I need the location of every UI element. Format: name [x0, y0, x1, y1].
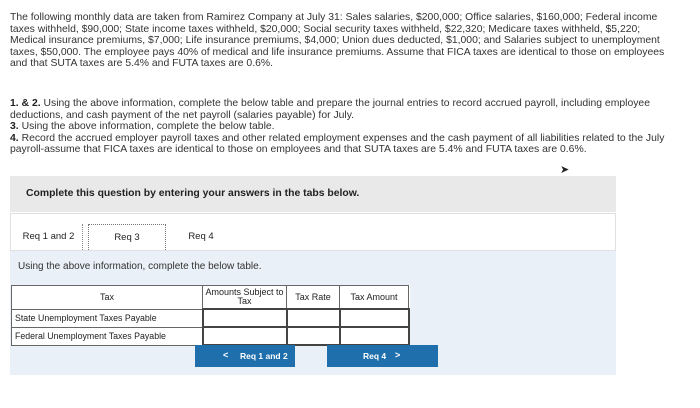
column-header-amount-subject: Amounts Subject to Tax — [203, 286, 287, 310]
task-3: 3. Using the above information, complete the below table. — [10, 121, 275, 133]
next-req-button[interactable] — [327, 345, 438, 367]
task-4: 4. Record the accrued employer payroll taxes and other related employment expenses and the cash payment of all liabilities related to the July payroll-assume that FICA taxes are identical to those on employees and that SUTA taxes are 5.4% and FUTA taxes are 0.6%. — [10, 132, 665, 156]
chevron-right-icon: > — [395, 350, 401, 360]
tab-req-4[interactable]: Req 4 — [171, 224, 231, 250]
suta-amount-subject-input[interactable] — [203, 309, 287, 327]
problem-intro: The following monthly data are taken from Ramirez Company at July 31: Sales salaries, $200,000; Office salaries, $160,000; Federal income taxes withheld, $90,000; State income taxes withheld, $20,000; Social security taxes withheld, $22,320; Medicare taxes withheld, $5,220; Medical insurance premiums, $7,000; Life insurance premiums, $4,000; Union dues deducted, $1,000; and Salaries subject to unemployment taxes, $50,000. The employee pays 40% of medical and life insurance premiums. Assume that FICA taxes are identical to those on employees and that SUTA taxes are 5.4% and FUTA taxes are 0.6%. — [10, 12, 665, 70]
mouse-cursor-icon: ➤ — [560, 164, 570, 176]
next-button-label: Req 4 — [363, 351, 387, 361]
tab-content-panel — [10, 251, 616, 375]
table-row — [12, 309, 409, 327]
row-label-futa: Federal Unemployment Taxes Payable — [12, 327, 203, 345]
prev-req-button[interactable] — [195, 345, 295, 367]
tab-req-3[interactable]: Req 3 — [88, 224, 166, 250]
unemployment-tax-table — [11, 285, 410, 346]
problem-tasks — [10, 98, 670, 156]
chevron-left-icon: < — [223, 350, 229, 360]
table-instruction: Using the above information, complete the below table. — [18, 261, 262, 272]
futa-tax-rate-input[interactable] — [287, 327, 340, 345]
column-header-tax-amount: Tax Amount — [340, 286, 409, 310]
tab-bar — [10, 213, 616, 251]
suta-tax-amount-input[interactable] — [340, 309, 409, 327]
prev-button-label: Req 1 and 2 — [240, 351, 288, 361]
futa-tax-amount-input[interactable] — [340, 327, 409, 345]
tab-req-1-and-2[interactable]: Req 1 and 2 — [15, 224, 83, 250]
task-1-2: 1. & 2. Using the above information, complete the below table and prepare the journal entries to record accrued payroll, including employee deductions, and cash payment of the net payroll (salaries payable) for July. — [10, 98, 650, 121]
suta-tax-rate-input[interactable] — [287, 309, 340, 327]
column-header-tax: Tax — [12, 286, 203, 310]
row-label-suta: State Unemployment Taxes Payable — [12, 309, 203, 327]
column-header-tax-rate: Tax Rate — [287, 286, 340, 310]
futa-amount-subject-input[interactable] — [203, 327, 287, 345]
table-row — [12, 327, 409, 345]
instructions-banner: Complete this question by entering your answers in the tabs below. — [10, 176, 616, 212]
